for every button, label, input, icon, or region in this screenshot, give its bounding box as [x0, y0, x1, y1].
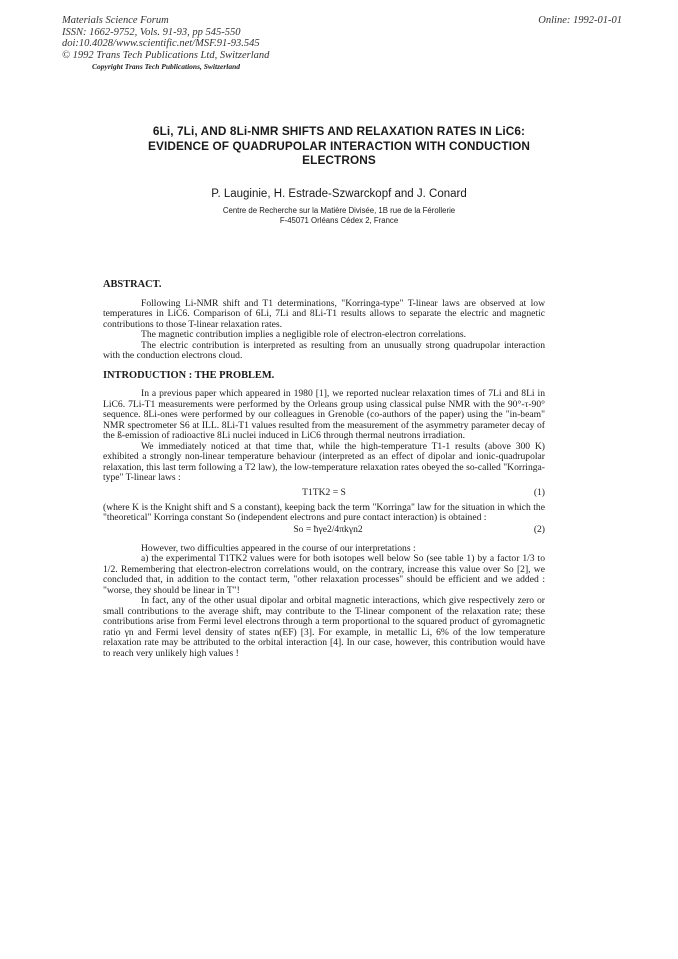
equation-1-number: (1): [533, 486, 545, 498]
intro-paragraph-1: In a previous paper which appeared in 1980 [1], we reported nuclear relaxation times of 7Li and 8Li in LiC6. 7Li-T1 measurements were performed by the Orleans group using classical pulse NMR with the 90°-τ-90° sequence. 8Li-ones were performed by our colleagues in Grenoble (co-authors of the paper) using the "in-beam" NMR spectrometer S6 at ILL. 8Li-T1 values resulted from the measurement of the asymmetry parameter decay of the ß-emission of radioactive 8Li nuclei induced in LiC6 through thermal neutrons irradiation.: [103, 388, 545, 441]
copyright-small: Copyright Trans Tech Publications, Switzerland: [92, 62, 241, 71]
abstract-paragraph-2: The magnetic contribution implies a negligible role of electron-electron correlations.: [141, 329, 467, 340]
equation-1-expression: T1TK2 = S: [302, 486, 346, 498]
journal-name: Materials Science Forum: [62, 15, 169, 26]
affiliation-line-2: F-45071 Orléans Cédex 2, France: [279, 216, 399, 225]
abstract-paragraph-1: Following Li-NMR shift and T1 determinations, "Korringa-type" T-linear laws are observed at low temperatures in LiC6. Comparison of 6Li, 7Li and 8Li-T1 results allows to separate the electric and magnetic contributions to those T-linear relaxation rates.: [103, 297, 545, 330]
equation-1: [103, 488, 545, 501]
title-rich: 6Li, 7Li, AND 8Li-NMR SHIFTS AND RELAXATION RATES IN LiC6:: [152, 124, 526, 138]
publication-header: [62, 15, 622, 71]
equation-2-expression: So = ħγe2/4πkγn2: [293, 523, 363, 535]
equation-2: [103, 525, 545, 538]
abstract-paragraph-3: The electric contribution is interpreted as resulting from an unusually strong quadrupolar interaction with the conduction electrons cloud.: [103, 339, 545, 361]
authors: P. Lauginie, H. Estrade-Szwarckopf and J. Conard: [211, 188, 467, 200]
doi-line: doi:10.4028/www.scientific.net/MSF.91-93.545: [62, 38, 260, 49]
online-date: Online: 1992-01-01: [538, 15, 622, 26]
intro-paragraph-2: We immediately noticed at that time that, while the high-temperature T1-1 results (above 300 K) exhibited a strongly non-linear temperature behaviour (interpreted as an effect of dipolar and ionic-quadrupolar relaxation, this last term following a T2 law), the low-temperature relaxation rates obeyed the so-called "Korringa-type" T-linear laws :: [103, 440, 545, 483]
intro-paragraph-6: In fact, any of the other usual dipolar and orbital magnetic interactions, which give respectively zero or small contributions to the average shift, may contribute to the T-linear component of the relaxation rate; these contributions arise from Fermi level electrons through a term proportional to the squared product of gyromagnetic ratio γn and Fermi level density of states n(EF) [3]. For example, in metallic Li, 6% of the low temperature relaxation rate may be attributed to the orbital interaction [4]. In our case, however, this contribution would have to reach very unlikely high values !: [103, 595, 545, 659]
intro-paragraph-3: (where K is the Knight shift and S a constant), keeping back the term "Korringa" law for the situation in which the "theoretical" Korringa constant So (independent electrons and pure contact interaction) is obtained :: [103, 501, 545, 523]
affiliation: [100, 206, 578, 226]
title-line-2: EVIDENCE OF QUADRUPOLAR INTERACTION WITH CONDUCTION: [148, 138, 530, 153]
issn-line: ISSN: 1662-9752, Vols. 91-93, pp 545-550: [62, 26, 241, 38]
affiliation-line-1: Centre de Recherche sur la Matière Divisée, 1B rue de la Férollerie: [222, 206, 456, 215]
title-line-3: ELECTRONS: [302, 153, 376, 167]
title-line-1: [100, 124, 578, 139]
abstract-heading: ABSTRACT.: [103, 279, 162, 290]
equation-2-number: (2): [533, 523, 545, 535]
intro-paragraph-4: However, two difficulties appeared in the course of our interpretations :: [141, 542, 416, 554]
intro-paragraph-5: a) the experimental T1TK2 values were for both isotopes well below So (see table 1) by a factor 1/3 to 1/2. Remembering that electron-electron correlations would, on the contrary, increase this value over So [2], we concluded that, in addition to the contact term, "other relaxation processes" should be efficient and we added : "worse, they should be linear in T"!: [103, 553, 545, 596]
paper-body: [103, 280, 545, 659]
paper-title: [100, 124, 578, 168]
introduction-heading: INTRODUCTION : THE PROBLEM.: [103, 369, 275, 381]
copyright-line: © 1992 Trans Tech Publications Ltd, Switzerland: [62, 49, 270, 61]
